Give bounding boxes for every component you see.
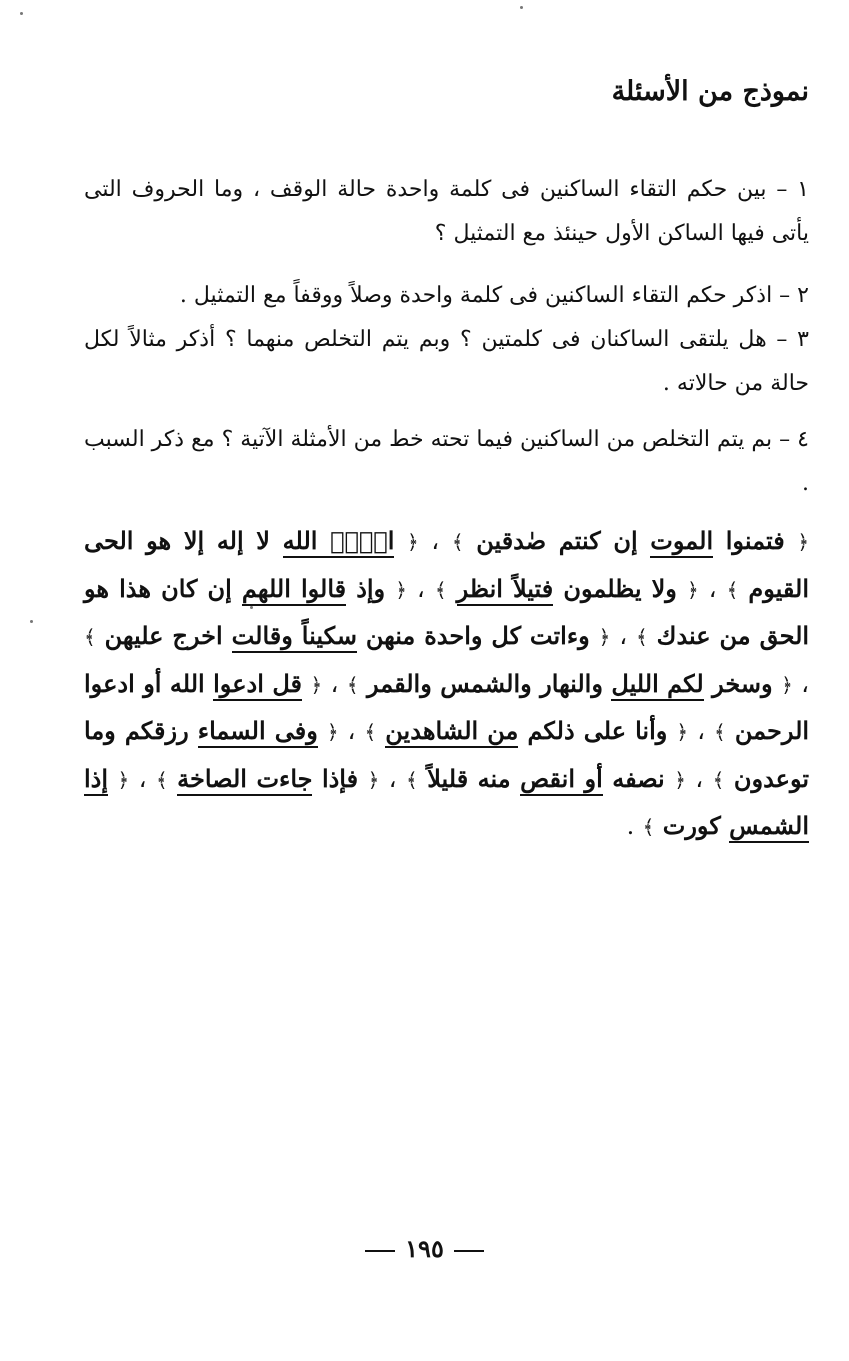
verse-text: وءاتت كل واحدة منهن [356,621,590,650]
comma-separator: ، [347,717,356,745]
open-bracket: ﴿ [326,720,339,744]
close-bracket: ﴾ [636,625,648,649]
close-bracket: ﴾ [155,767,168,792]
underlined-phrase: وفى السماء [198,716,318,748]
underlined-phrase: لكم الليل [611,669,703,701]
close-bracket: ﴾ [364,720,377,744]
example-verse [156,764,379,793]
comma-separator: ، [697,717,705,745]
footer-dash-right [454,1250,484,1252]
underlined-phrase: قل ادعوا [213,669,302,701]
verse-text: نصفه [602,763,665,793]
underlined-phrase: أو انقص [520,764,603,796]
verse-text: وأنا على ذلكم [518,716,668,745]
underlined-phrase: فتيلاً انظر [457,574,554,606]
quranic-examples-paragraph [84,518,809,851]
verse-text: الله أو ادعوا الرحمن [84,668,810,745]
open-bracket: ﴿ [686,577,699,602]
verse-text: فإذا [312,763,359,793]
example-verse [84,621,610,650]
close-bracket: ﴾ [726,577,739,602]
close-bracket: ﴾ [84,625,96,649]
underlined-phrase: جاءت الصاخة [177,764,312,796]
underlined-phrase: الموت [650,526,713,558]
example-verse [406,764,686,793]
comma-separator: ، [619,622,628,650]
page-title: نموذج من الأسئلة [611,76,809,107]
question-3: ٣ – هل يلتقى الساكنان فى كلمتين ؟ وبم يتم التخلص منهما ؟ أذكر مثالاً لكل حالة من حالاته . [84,327,809,396]
page-number: ١٩٥ [405,1234,444,1263]
close-bracket: ﴾ [642,815,655,839]
close-bracket: ﴾ [714,720,726,744]
verse-text: فتمنوا [713,526,785,555]
close-bracket: ﴾ [406,767,418,792]
open-bracket: ﴿ [407,530,419,554]
verse-text: وسخر [703,668,773,698]
question-4: ٤ – بم يتم التخلص من الساكنين فيما تحته خط من الأمثلة الآتية ؟ مع ذكر السبب . [84,427,809,496]
verse-text: ولا يظلمون [553,573,677,603]
comma-separator: ، [708,574,717,603]
verse-text: وإذ [346,573,386,603]
underlined-phrase: الۤمۤ الله [283,526,395,558]
underlined-phrase: إذا الشمس [84,764,809,844]
open-bracket: ﴿ [395,577,407,602]
open-bracket: ﴿ [676,720,689,744]
comma-separator: ، [695,764,704,793]
page-footer [0,1234,849,1263]
end-period: . [626,812,635,840]
verse-text: منه قليلاً [427,763,521,793]
close-bracket: ﴾ [346,672,359,697]
close-bracket: ﴾ [434,577,447,602]
verse-text: كورت [662,811,730,840]
open-bracket: ﴿ [674,767,686,792]
verse-text: إن كنتم صٰدقين [476,526,651,555]
comma-separator: ، [330,669,339,698]
open-bracket: ﴿ [310,672,323,697]
open-bracket: ﴿ [598,625,611,649]
question-2: ٢ – اذكر حكم التقاء الساكنين فى كلمة واحدة وصلاً ووقفاً مع التمثيل . [179,283,809,308]
example-verse [452,526,809,555]
scan-speck [20,12,23,15]
scan-speck [520,6,523,9]
underlined-phrase: من الشاهدين [385,716,518,748]
comma-separator: ، [138,764,147,793]
example-verse [364,716,688,745]
verse-text: رزقكم وما توعدون [84,716,810,793]
verse-text: إن كان هذا هو الحق من عندك [84,573,810,650]
underlined-phrase: قالوا اللهم [242,574,346,606]
question-1: ١ – بين حكم التقاء الساكنين فى كلمة واحدة حالة الوقف ، وما الحروف التى يأتى فيها الساكن الأول حينئذ مع التمثيل ؟ [84,177,809,246]
questions-section [84,168,809,506]
footer-dash-left [365,1250,395,1252]
verse-text: اخرج عليهن [104,621,232,650]
comma-separator: ، [801,669,809,698]
close-bracket: ﴾ [451,530,464,554]
verse-text: لا إله إلا هو الحى القيوم [84,526,810,603]
comma-separator: ، [431,527,440,555]
scan-speck [250,606,253,609]
underlined-phrase: سكيناً وقالت [232,621,357,653]
open-bracket: ﴿ [117,767,130,792]
open-bracket: ﴿ [367,767,380,792]
scan-speck [30,620,33,623]
comma-separator: ، [388,764,397,793]
example-verse [347,669,793,698]
verse-text: والنهار والشمس والقمر [366,668,612,698]
example-verse [435,574,699,603]
open-bracket: ﴿ [781,672,793,697]
comma-separator: ، [417,574,425,603]
open-bracket: ﴿ [797,530,810,554]
close-bracket: ﴾ [712,767,725,792]
